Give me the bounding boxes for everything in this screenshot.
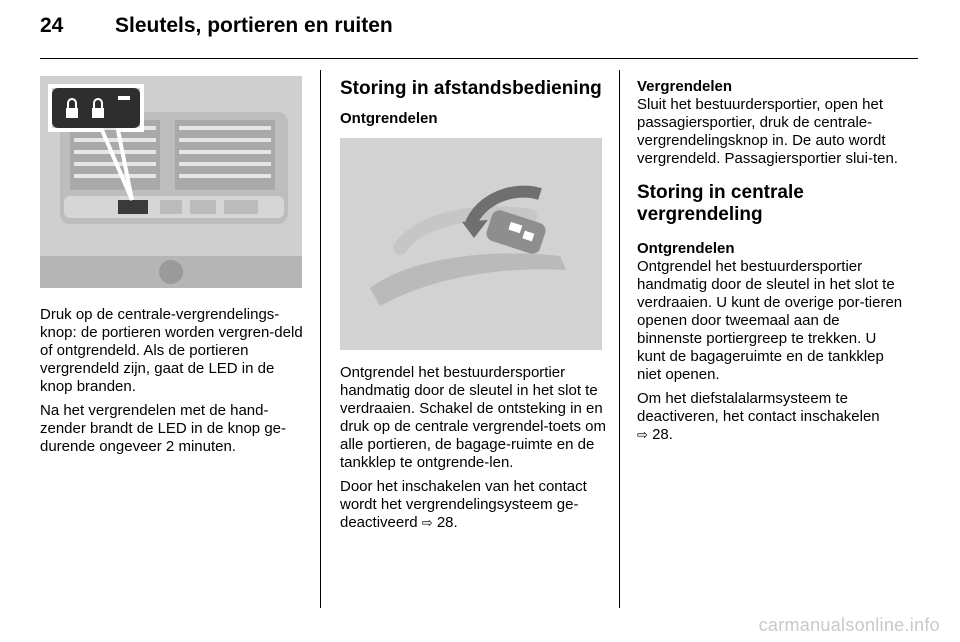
- chapter-title: Sleutels, portieren en ruiten: [115, 14, 393, 37]
- column-divider-2: [619, 70, 620, 608]
- watermark: carmanualsonline.info: [758, 615, 940, 635]
- column-2-header: [340, 78, 604, 128]
- key-in-door-lock-figure: [340, 138, 602, 350]
- col3-paragraph-1: Sluit het bestuurdersportier, open het passagiersportier, druk de centrale-vergrendelingsknop in. De auto wordt vergrendeld. Passagiersportier slui-ten.: [637, 96, 898, 167]
- col3-paragraph-3-text: Om het diefstalalarmsysteem te deactiveren, het contact inschakelen: [637, 390, 880, 425]
- page-reference[interactable]: 28.: [652, 426, 673, 443]
- header-rule: [40, 58, 918, 59]
- col2-paragraph-2: [340, 478, 606, 533]
- column-divider-1: [320, 70, 321, 608]
- page-number: 24: [40, 14, 64, 37]
- col1-paragraph-2: Na het vergrendelen met de hand-zender brandt de LED in de knop ge-durende ongeveer 2 minuten.: [40, 402, 286, 455]
- subheading-unlock: Ontgrendelen: [340, 110, 438, 127]
- col3-paragraph-2: Ontgrendel het bestuurdersportier handmatig door de sleutel in het slot te verdraaien. U kunt de overige por-tieren openen door tweemaal aan de binnenste portiergreep te trekken. U kunt de bagageruimte en de tankklep niet openen.: [637, 258, 903, 383]
- col3-paragraph-3: [637, 390, 903, 445]
- central-locking-button-figure: [40, 76, 302, 288]
- subheading-unlock-2: Ontgrendelen: [637, 240, 735, 257]
- section-heading-remote-fault: Storing in afstandsbediening: [340, 78, 602, 99]
- column-1: [40, 306, 308, 462]
- col1-paragraph-1: Druk op de centrale-vergrendelings-knop: de portieren worden vergren-deld of ontgrendeld. Als de portieren vergrendeld zijn, gaat de LED in de knop branden.: [40, 306, 303, 395]
- page-reference[interactable]: 28.: [436, 514, 458, 531]
- column-2-body: [340, 364, 606, 539]
- reference-arrow-icon: ⇨: [421, 516, 433, 531]
- subheading-lock: Vergrendelen: [637, 78, 733, 95]
- column-3: [637, 78, 903, 451]
- col2-paragraph-2-text: Door het inschakelen van het contact wordt het vergrendelingsysteem ge-deactiveerd: [340, 478, 587, 531]
- col2-paragraph-1: Ontgrendel het bestuurdersportier handmatig door de sleutel in het slot te verdraaien. Schakel de ontsteking in en druk op de centrale vergrendel-toets om alle portieren, de bagage-ruimte en de tankklep te ontgrende-len.: [340, 364, 606, 471]
- reference-arrow-icon: ⇨: [637, 428, 648, 443]
- section-heading-central-locking-fault: Storing in centrale vergrendeling: [637, 182, 804, 225]
